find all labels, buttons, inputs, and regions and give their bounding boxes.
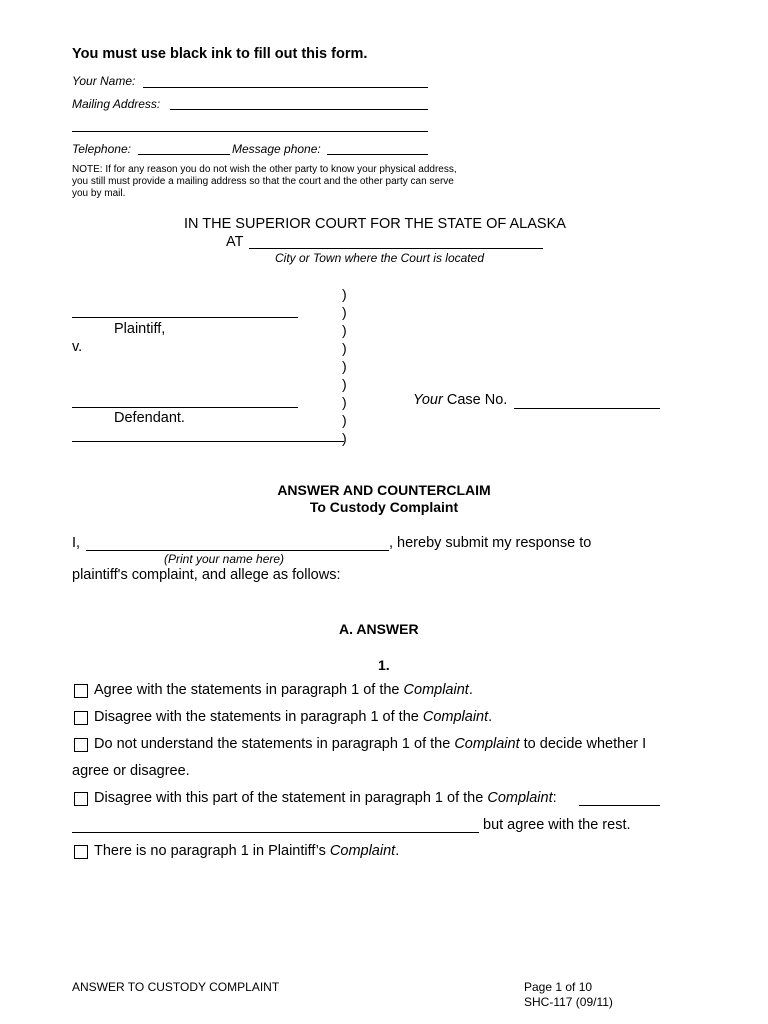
form-title: ANSWER AND COUNTERCLAIM xyxy=(277,482,491,498)
footer-title: ANSWER TO CUSTODY COMPLAINT xyxy=(72,980,280,994)
defendant-name-field[interactable] xyxy=(72,407,298,408)
agree-end: . xyxy=(468,682,473,698)
message-phone-field[interactable] xyxy=(327,154,428,155)
court-location-field[interactable] xyxy=(249,248,543,249)
name-caption: (Print your name here) xyxy=(164,552,285,566)
message-phone-label: Message phone: xyxy=(232,142,321,156)
no-paragraph-option-text xyxy=(94,843,399,859)
not-understand-line-2: agree or disagree. xyxy=(72,763,190,779)
partial-italic: Complaint xyxy=(487,790,553,806)
mailing-address-field[interactable] xyxy=(170,109,428,110)
partial-disagree-checkbox[interactable] xyxy=(74,792,88,806)
mailing-address-field-2[interactable] xyxy=(72,131,428,132)
disagree-italic: Complaint xyxy=(422,709,489,725)
not-understand-end: to decide whether I xyxy=(519,736,647,752)
intro-line-2: plaintiff's complaint, and allege as follows: xyxy=(72,567,341,583)
agree-text: Agree with the statements in paragraph 1 of the xyxy=(94,682,404,698)
section-a-heading: A. ANSWER xyxy=(339,621,419,637)
not-understand-italic: Complaint xyxy=(454,736,520,752)
none-text: There is no paragraph 1 in Plaintiff’s xyxy=(94,843,330,859)
form-subtitle: To Custody Complaint xyxy=(309,499,459,515)
paragraph-number: 1. xyxy=(378,657,390,673)
respondent-name-field[interactable] xyxy=(86,550,389,551)
no-paragraph-checkbox[interactable] xyxy=(74,845,88,859)
not-understand-text: Do not understand the statements in paragraph 1 of the xyxy=(94,736,455,752)
partial-text: Disagree with this part of the statement in paragraph 1 of the xyxy=(94,790,488,806)
address-note: NOTE: If for any reason you do not wish the other party to know your physical address, you still must provide a mailing address so that the court and the other party can serve you by mail. xyxy=(72,164,457,199)
caption-parentheses: ) ) ) ) ) ) ) ) ) xyxy=(342,286,347,446)
defendant-label: Defendant. xyxy=(114,410,185,426)
telephone-field[interactable] xyxy=(138,154,230,155)
none-end: . xyxy=(395,843,400,859)
not-understand-checkbox[interactable] xyxy=(74,738,88,752)
partial-disagree-option-text xyxy=(94,790,557,806)
intro-suffix: , hereby submit my response to xyxy=(389,535,592,551)
court-location-caption: City or Town where the Court is located xyxy=(275,251,484,265)
plaintiff-name-field[interactable] xyxy=(72,317,298,318)
court-title: IN THE SUPERIOR COURT FOR THE STATE OF ALASKA xyxy=(184,216,566,232)
agree-italic: Complaint xyxy=(403,682,469,698)
ink-notice: You must use black ink to fill out this form. xyxy=(72,46,368,62)
court-at-label: AT xyxy=(226,234,244,250)
none-italic: Complaint xyxy=(329,843,396,859)
case-number-prefix: Your xyxy=(413,392,443,408)
mailing-address-label: Mailing Address: xyxy=(72,97,161,111)
partial-line-2-end: but agree with the rest. xyxy=(483,817,631,833)
intro-prefix: I, xyxy=(72,535,81,551)
form-id: SHC-117 (09/11) xyxy=(524,995,613,1009)
caption-bottom-rule xyxy=(72,441,344,442)
versus-label: v. xyxy=(72,339,83,355)
not-understand-option-text xyxy=(94,736,646,752)
partial-disagree-field[interactable] xyxy=(579,805,660,806)
case-number-label xyxy=(413,392,507,408)
your-name-label: Your Name: xyxy=(72,74,136,88)
disagree-end: . xyxy=(488,709,493,725)
disagree-text: Disagree with the statements in paragraph 1 of the xyxy=(94,709,423,725)
disagree-checkbox[interactable] xyxy=(74,711,88,725)
partial-disagree-field-2[interactable] xyxy=(72,832,479,833)
case-number-field[interactable] xyxy=(514,408,660,409)
partial-end: : xyxy=(552,790,557,806)
telephone-label: Telephone: xyxy=(72,142,131,156)
disagree-option-text xyxy=(94,709,492,725)
agree-checkbox[interactable] xyxy=(74,684,88,698)
agree-option-text xyxy=(94,682,473,698)
case-number-text: Case No. xyxy=(446,392,508,408)
plaintiff-label: Plaintiff, xyxy=(114,321,166,337)
your-name-field[interactable] xyxy=(143,87,428,88)
page-number: Page 1 of 10 xyxy=(524,980,593,994)
